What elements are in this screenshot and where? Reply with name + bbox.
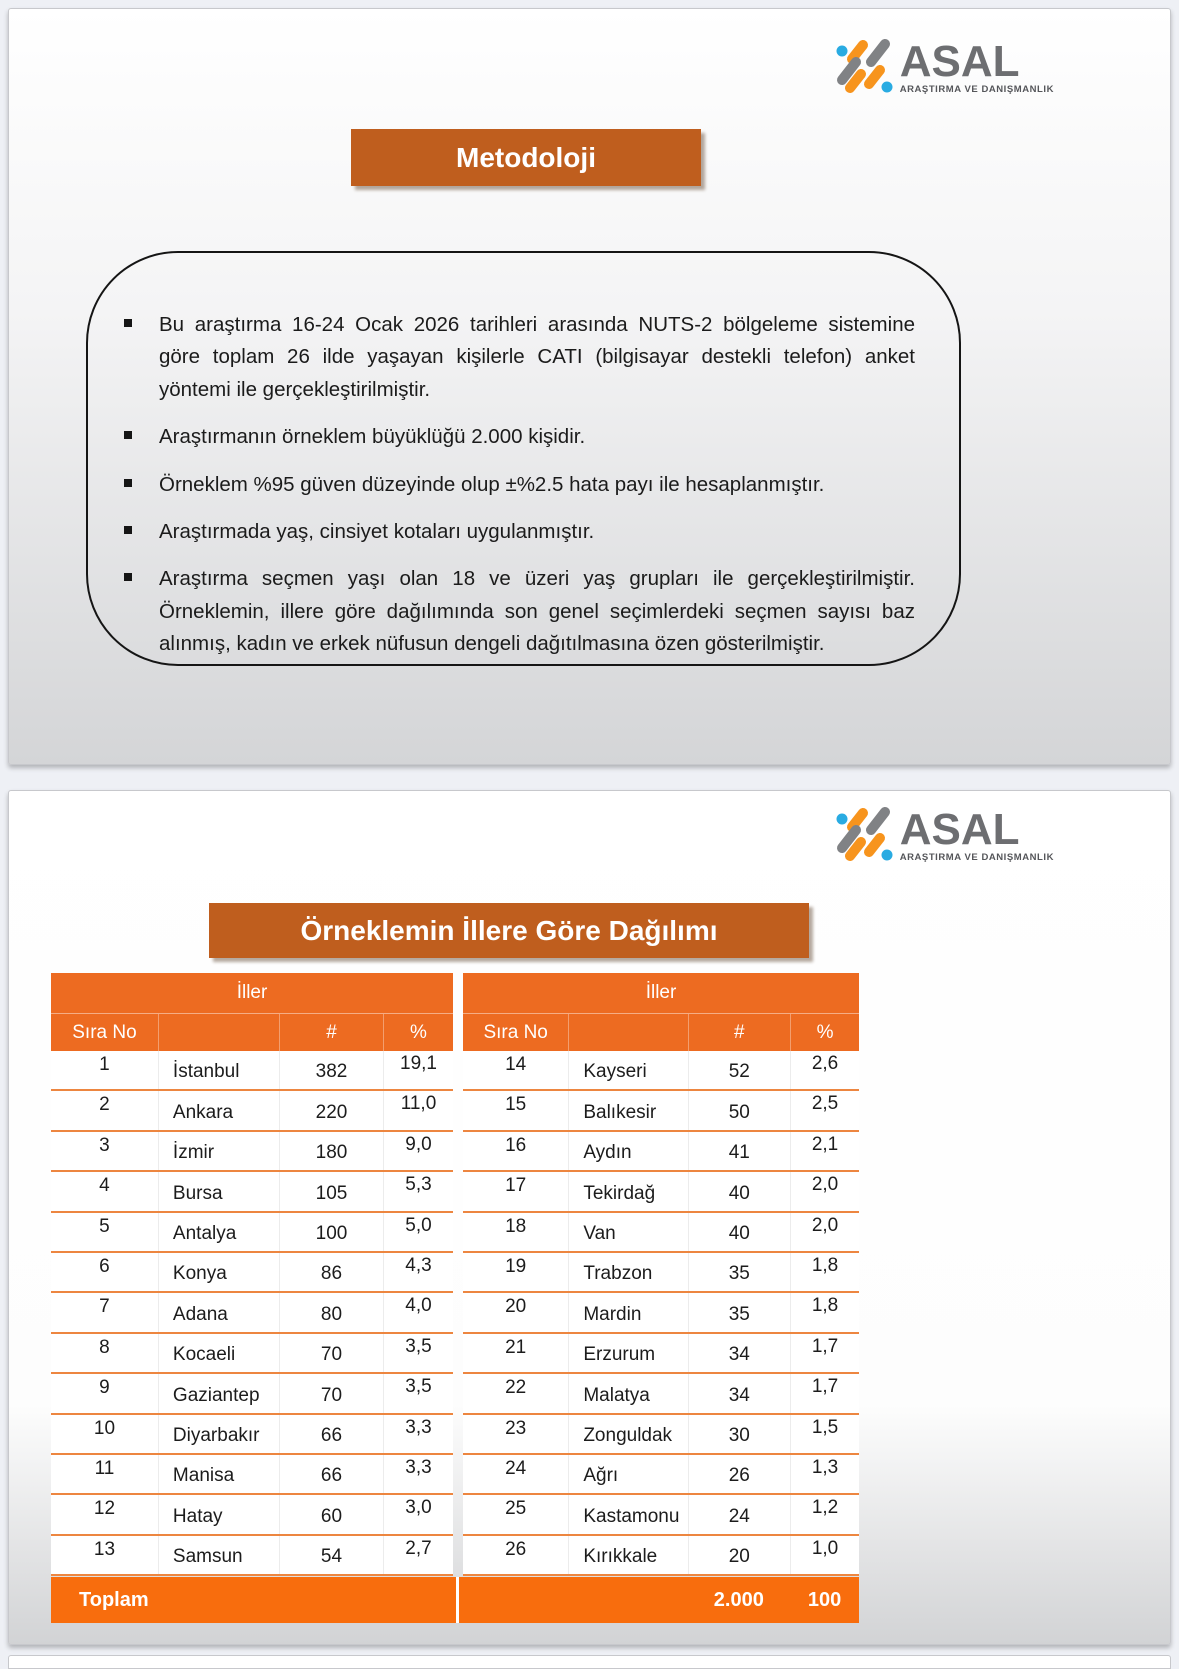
table-row — [51, 1374, 453, 1414]
table-cell: 6 — [99, 1255, 110, 1277]
asal-logo — [833, 805, 1054, 868]
table-cell: Trabzon — [568, 1253, 687, 1291]
bullet-square-icon — [124, 431, 132, 439]
table-row — [463, 1536, 859, 1576]
dagilim-title-bar: Örneklemin İllere Göre Dağılımı — [209, 903, 809, 958]
table-cell: 100 — [279, 1213, 383, 1251]
table-cell: 40 — [688, 1213, 791, 1251]
table-cell: 80 — [279, 1293, 383, 1331]
table-cell: 3,3 — [383, 1455, 453, 1493]
table-cell: İzmir — [158, 1132, 279, 1170]
table-cell: 25 — [505, 1498, 527, 1520]
table-cell: 52 — [688, 1051, 791, 1089]
asal-logo-tagline: ARAŞTIRMA VE DANIŞMANLIK — [899, 84, 1054, 96]
table-row — [463, 1374, 859, 1414]
column-header-row — [51, 1014, 453, 1051]
table-row — [463, 1334, 859, 1374]
table-cell: 22 — [505, 1377, 527, 1399]
asal-logo-text — [899, 804, 1054, 864]
table-cell: Bursa — [158, 1172, 279, 1210]
table-cell: 12 — [93, 1498, 116, 1520]
table-cell: 3,5 — [383, 1374, 453, 1412]
table-cell: 13 — [93, 1538, 116, 1560]
table-cell: 54 — [279, 1536, 383, 1574]
table-cell: 220 — [279, 1091, 383, 1129]
table-row — [51, 1536, 453, 1576]
table-cell: 26 — [688, 1455, 791, 1493]
table-row — [463, 1495, 859, 1535]
table-row — [51, 1253, 453, 1293]
asal-logo — [833, 37, 1054, 100]
table-cell: Malatya — [568, 1374, 687, 1412]
table-cell: 3,5 — [383, 1334, 453, 1372]
table-group-header: İller — [51, 973, 453, 1014]
methodology-bubble — [86, 251, 961, 666]
bullet-item — [112, 516, 915, 548]
column-header-city — [568, 1014, 687, 1051]
table-cell: 19 — [505, 1255, 527, 1277]
table-cell: 8 — [99, 1336, 110, 1358]
table-cell: 5,0 — [383, 1213, 453, 1251]
table-cell: 2,6 — [790, 1051, 859, 1089]
table-cell: 11,0 — [383, 1091, 453, 1129]
table-cell: Kocaeli — [158, 1334, 279, 1372]
table-cell: Mardin — [568, 1293, 687, 1331]
column-header-row — [463, 1014, 859, 1051]
table-cell: İstanbul — [158, 1051, 279, 1089]
total-divider — [456, 1577, 459, 1623]
slide-metodoloji — [8, 8, 1171, 765]
table-cell: 180 — [279, 1132, 383, 1170]
table-cell: 5 — [99, 1215, 110, 1237]
table-cell: Adana — [158, 1293, 279, 1331]
table-row — [463, 1293, 859, 1333]
table-cell: 5,3 — [383, 1172, 453, 1210]
table-cell: Aydın — [568, 1132, 687, 1170]
table-row — [463, 1091, 859, 1131]
table-row — [463, 1051, 859, 1091]
asal-logo-name: ASAL — [899, 36, 1020, 86]
table-cell: 1,3 — [790, 1455, 859, 1493]
table-cell: 10 — [93, 1417, 116, 1439]
methodology-bullets — [112, 309, 915, 660]
table-cell: Kastamonu — [568, 1495, 687, 1533]
table-cell: 1,7 — [790, 1374, 859, 1412]
bullet-text: Araştırmada yaş, cinsiyet kotaları uygulanmıştır. — [159, 519, 595, 543]
asal-logo-mark-icon — [833, 37, 895, 100]
table-cell: 9,0 — [383, 1132, 453, 1170]
table-cell: 1,5 — [790, 1415, 859, 1453]
column-header-pct: % — [383, 1014, 453, 1051]
table-cell: 1,7 — [790, 1334, 859, 1372]
table-cell: 9 — [99, 1377, 110, 1399]
table-cell: Samsun — [158, 1536, 279, 1574]
table-cell: 20 — [505, 1296, 527, 1318]
table-row — [51, 1495, 453, 1535]
table-cell: 2 — [99, 1094, 110, 1116]
table-row — [51, 1455, 453, 1495]
bullet-square-icon — [124, 479, 132, 487]
table-cell: 23 — [505, 1417, 527, 1439]
bullet-item — [112, 421, 915, 453]
asal-logo-text — [899, 36, 1054, 96]
asal-logo-mark-icon — [833, 805, 895, 868]
table-cell: 1 — [99, 1054, 110, 1075]
bullet-square-icon — [124, 573, 132, 581]
table-cell: 17 — [505, 1175, 527, 1197]
table-body-right — [463, 1051, 859, 1576]
table-cell: 60 — [279, 1495, 383, 1533]
bullet-text: Araştırma seçmen yaşı olan 18 ve üzeri yaş grupları ile gerçekleştirilmiştir. Örneklemin, illere göre dağılımında son genel seçimlerdeki seçmen sayısı baz alınmış, kadın ve erkek nüfusun dengeli dağıtılmasına özen gösterilmiştir. — [159, 567, 915, 655]
iller-table-left — [51, 973, 453, 1576]
table-cell: Antalya — [158, 1213, 279, 1251]
table-cell: 18 — [505, 1215, 527, 1237]
bullet-item — [112, 469, 915, 501]
table-cell: 4,3 — [383, 1253, 453, 1291]
table-cell: 2,5 — [790, 1091, 859, 1129]
table-row — [463, 1415, 859, 1455]
table-row — [463, 1132, 859, 1172]
bullet-text: Örneklem %95 güven düzeyinde olup ±%2.5 hata payı ile hesaplanmıştır. — [159, 472, 825, 496]
table-cell: 1,2 — [790, 1495, 859, 1533]
table-cell: 16 — [505, 1134, 527, 1156]
table-cell: 4,0 — [383, 1293, 453, 1331]
table-cell: Hatay — [158, 1495, 279, 1533]
bullet-item — [112, 309, 915, 406]
table-cell: Konya — [158, 1253, 279, 1291]
table-row — [51, 1091, 453, 1131]
column-header-count: # — [279, 1014, 383, 1051]
table-cell: 24 — [688, 1495, 791, 1533]
table-cell: 14 — [505, 1054, 527, 1075]
table-cell: 34 — [688, 1334, 791, 1372]
table-row — [463, 1253, 859, 1293]
table-cell: 35 — [688, 1293, 791, 1331]
column-header-count: # — [688, 1014, 791, 1051]
table-cell: 41 — [688, 1132, 791, 1170]
table-cell: 24 — [505, 1457, 527, 1479]
table-cell: 1,0 — [790, 1536, 859, 1574]
table-row — [463, 1213, 859, 1253]
table-cell: Balıkesir — [568, 1091, 687, 1129]
table-cell: Van — [568, 1213, 687, 1251]
table-cell: 2,0 — [790, 1172, 859, 1210]
table-cell: 70 — [279, 1374, 383, 1412]
table-cell: 86 — [279, 1253, 383, 1291]
table-cell: 26 — [505, 1538, 527, 1560]
column-header-pct: % — [790, 1014, 859, 1051]
asal-logo-name: ASAL — [899, 804, 1020, 854]
table-cell: Ağrı — [568, 1455, 687, 1493]
total-empty-cell — [568, 1577, 687, 1623]
table-cell: 20 — [688, 1536, 791, 1574]
table-cell: 70 — [279, 1334, 383, 1372]
table-cell: 50 — [688, 1091, 791, 1129]
table-row — [51, 1415, 453, 1455]
table-row — [51, 1334, 453, 1374]
total-row — [51, 1577, 859, 1623]
table-cell: 105 — [279, 1172, 383, 1210]
column-header-sira-no: Sıra No — [72, 1021, 137, 1043]
table-cell: 1,8 — [790, 1293, 859, 1331]
table-cell: 3,0 — [383, 1495, 453, 1533]
table-cell: 3,3 — [383, 1415, 453, 1453]
table-cell: 4 — [99, 1175, 110, 1197]
total-values — [463, 1577, 859, 1623]
table-cell: 2,0 — [790, 1213, 859, 1251]
table-cell: Zonguldak — [568, 1415, 687, 1453]
bullet-square-icon — [124, 526, 132, 534]
table-cell: 15 — [505, 1094, 527, 1116]
table-cell: 3 — [99, 1134, 110, 1156]
total-count: 2.000 — [713, 1588, 764, 1611]
table-row — [51, 1051, 453, 1091]
table-cell: 30 — [688, 1415, 791, 1453]
bullet-text: Bu araştırma 16-24 Ocak 2026 tarihleri arasında NUTS-2 bölgeleme sistemine göre toplam 26 ilde yaşayan kişilerle CATI (bilgisayar destekli telefon) anket yöntemi ile gerçekleştirilmiştir. — [159, 313, 915, 401]
next-slide-edge — [8, 1655, 1171, 1669]
column-header-sira-no: Sıra No — [483, 1021, 548, 1043]
table-body-left — [51, 1051, 453, 1576]
table-cell: Manisa — [158, 1455, 279, 1493]
table-cell: 1,8 — [790, 1253, 859, 1291]
table-group-header: İller — [463, 973, 859, 1014]
table-row — [51, 1293, 453, 1333]
metodoloji-title-bar: Metodoloji — [351, 129, 701, 186]
bullet-text: Araştırmanın örneklem büyüklüğü 2.000 kişidir. — [159, 425, 586, 449]
table-cell: 40 — [688, 1172, 791, 1210]
table-row — [51, 1172, 453, 1212]
bullet-item — [112, 563, 915, 660]
column-header-city — [158, 1014, 279, 1051]
table-row — [51, 1213, 453, 1253]
table-cell: 35 — [688, 1253, 791, 1291]
table-cell: Diyarbakır — [158, 1415, 279, 1453]
asal-logo-tagline: ARAŞTIRMA VE DANIŞMANLIK — [899, 852, 1054, 864]
total-label: Toplam — [79, 1588, 149, 1611]
table-cell: 2,7 — [383, 1536, 453, 1574]
table-cell: 34 — [688, 1374, 791, 1412]
table-row — [463, 1455, 859, 1495]
table-cell: 21 — [505, 1336, 527, 1358]
table-cell: 382 — [279, 1051, 383, 1089]
table-cell: Kayseri — [568, 1051, 687, 1089]
table-cell: Kırıkkale — [568, 1536, 687, 1574]
table-row — [463, 1172, 859, 1212]
table-cell: 11 — [94, 1457, 115, 1479]
table-cell: Ankara — [158, 1091, 279, 1129]
slide-iller-dagilimi — [8, 790, 1171, 1645]
table-row — [51, 1132, 453, 1172]
table-cell: Gaziantep — [158, 1374, 279, 1412]
table-cell: 2,1 — [790, 1132, 859, 1170]
table-cell: 7 — [99, 1296, 110, 1318]
total-empty-cell — [463, 1577, 568, 1623]
table-cell: Erzurum — [568, 1334, 687, 1372]
table-cell: 66 — [279, 1415, 383, 1453]
iller-table-right — [463, 973, 859, 1576]
total-pct: 100 — [807, 1588, 842, 1611]
table-cell: 66 — [279, 1455, 383, 1493]
bullet-square-icon — [124, 319, 132, 327]
table-cell: Tekirdağ — [568, 1172, 687, 1210]
table-cell: 19,1 — [383, 1051, 453, 1089]
